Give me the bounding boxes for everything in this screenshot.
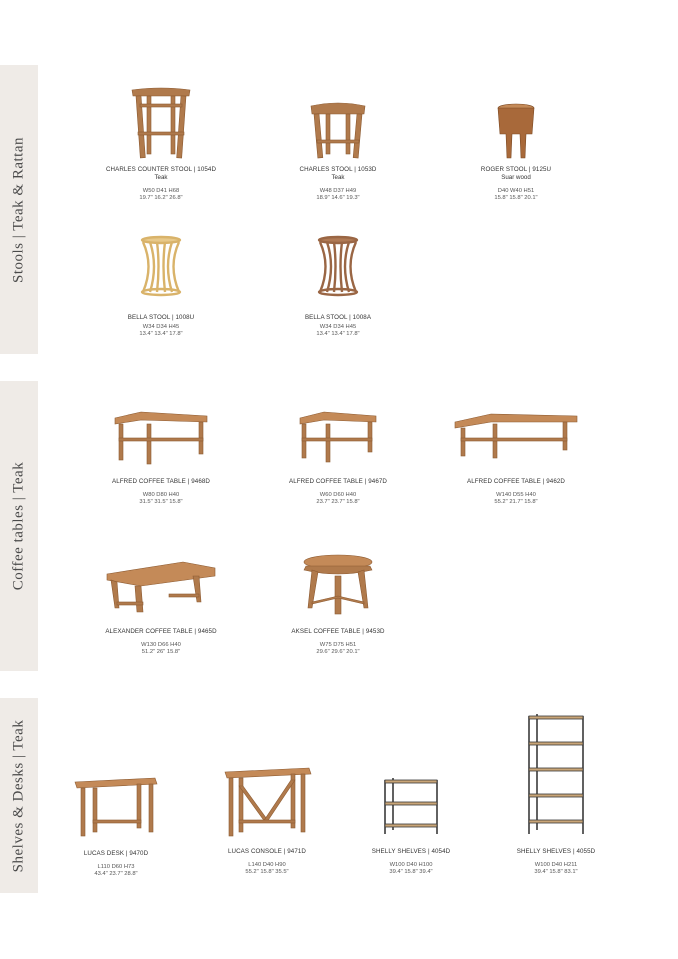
product-name: CHARLES COUNTER STOOL | 1054D: [105, 166, 217, 173]
dims-cm: L140 D40 H90: [248, 862, 286, 868]
dims-inches: 19.7" 16.2" 26.8": [139, 195, 183, 201]
product-dims: [91, 324, 231, 338]
round-table-icon: [298, 552, 378, 618]
product-dims: [91, 188, 231, 202]
product-card[interactable]: [91, 408, 231, 506]
product-name: SHELLY SHELVES | 4054D: [371, 848, 451, 855]
product-dims: [197, 862, 337, 876]
dims-cm: W34 D34 H45: [142, 324, 180, 330]
coffee-table-icon: [111, 408, 211, 468]
dims-cm: L110 D60 H73: [97, 864, 135, 870]
console-icon: [221, 766, 313, 838]
dims-inches: 39.4" 15.8" 83.1": [534, 869, 578, 875]
dims-cm: W48 D37 H49: [319, 188, 357, 194]
product-card[interactable]: [268, 84, 408, 202]
dims-inches: 43.4" 23.7" 28.8": [94, 871, 138, 877]
desk-icon: [71, 774, 161, 838]
dims-inches: 55.2" 15.8" 35.5": [245, 869, 289, 875]
section-label: Stools | Teak & Rattan: [10, 136, 27, 283]
dims-inches: 23.7" 23.7" 15.8": [316, 499, 360, 505]
coffee-table-icon: [451, 408, 581, 468]
stool-icon: [303, 84, 373, 160]
rattan-stool-icon: [303, 234, 373, 298]
dims-cm: W60 D60 H40: [319, 492, 357, 498]
counter-stool-icon: [126, 84, 196, 160]
product-dims: [91, 642, 231, 656]
product-name: LUCAS CONSOLE | 9471D: [228, 848, 306, 855]
dims-inches: 13.4" 13.4" 17.8": [139, 331, 183, 337]
dims-cm: W75 D75 H51: [319, 642, 357, 648]
product-dims: [341, 862, 481, 876]
dims-inches: 31.5" 31.5" 15.8": [139, 499, 183, 505]
product-card[interactable]: [268, 408, 408, 506]
dims-cm: W100 D40 H100: [389, 862, 433, 868]
product-material: Suar wood: [501, 174, 531, 181]
shelves-icon: [525, 712, 587, 838]
coffee-table-icon: [288, 408, 388, 468]
section-label: Shelves & Desks | Teak: [10, 719, 27, 872]
dims-cm: W100 D40 H211: [534, 862, 578, 868]
product-dims: [486, 862, 626, 876]
dims-inches: 55.2" 21.7" 15.8": [494, 499, 538, 505]
section-label: Coffee tables | Teak: [10, 461, 27, 591]
product-card[interactable]: [446, 408, 586, 506]
shelves-icon: [381, 776, 441, 838]
dims-inches: 18.9" 14.6" 19.3": [316, 195, 360, 201]
product-card[interactable]: [268, 234, 408, 338]
product-material: Teak: [154, 174, 168, 181]
product-name: SHELLY SHELVES | 4055D: [516, 848, 596, 855]
product-name: ALFRED COFFEE TABLE | 9467D: [289, 478, 387, 485]
product-card[interactable]: [446, 84, 586, 202]
product-card[interactable]: [91, 558, 231, 656]
product-name: ALEXANDER COFFEE TABLE | 9465D: [105, 628, 217, 635]
product-name: LUCAS DESK | 9470D: [83, 850, 149, 857]
product-dims: [268, 642, 408, 656]
dims-cm: W50 D41 H68: [142, 188, 180, 194]
dims-inches: 13.4" 13.4" 17.8": [316, 331, 360, 337]
dims-cm: W34 D34 H45: [319, 324, 357, 330]
product-dims: [446, 492, 586, 506]
product-name: ROGER STOOL | 9125U: [480, 166, 552, 173]
product-material: Teak: [331, 174, 345, 181]
dims-cm: W130 D66 H40: [141, 642, 181, 648]
product-card[interactable]: [486, 712, 626, 876]
dims-inches: 15.8" 15.8" 20.1": [494, 195, 538, 201]
product-name: BELLA STOOL | 1008A: [304, 314, 372, 321]
product-card[interactable]: [197, 766, 337, 876]
rattan-stool-icon: [126, 234, 196, 298]
product-card[interactable]: [341, 776, 481, 876]
section-tab-shelves-desks: [0, 698, 38, 893]
product-name: BELLA STOOL | 1008U: [127, 314, 195, 321]
product-dims: [268, 324, 408, 338]
product-name: CHARLES STOOL | 1053D: [299, 166, 377, 173]
dims-cm: D40 W40 H51: [497, 188, 535, 194]
product-name: ALFRED COFFEE TABLE | 9468D: [112, 478, 210, 485]
product-dims: [268, 188, 408, 202]
dims-inches: 51.2" 26" 15.8": [141, 649, 181, 655]
product-card[interactable]: [91, 84, 231, 202]
product-card[interactable]: [268, 552, 408, 656]
section-tab-coffee-tables: [0, 381, 38, 671]
product-card[interactable]: [91, 234, 231, 338]
product-name: AKSEL COFFEE TABLE | 9453D: [291, 628, 385, 635]
dims-inches: 29.6" 29.6" 20.1": [316, 649, 360, 655]
coffee-table-icon: [101, 558, 221, 618]
dims-inches: 39.4" 15.8" 39.4": [389, 869, 433, 875]
section-tab-stools: [0, 65, 38, 354]
dims-cm: W140 D55 H40: [496, 492, 536, 498]
log-stool-icon: [481, 84, 551, 160]
dims-cm: W80 D80 H40: [142, 492, 180, 498]
product-dims: [91, 492, 231, 506]
product-name: ALFRED COFFEE TABLE | 9462D: [467, 478, 565, 485]
product-dims: [268, 492, 408, 506]
product-dims: [46, 864, 186, 878]
product-dims: [446, 188, 586, 202]
product-card[interactable]: [46, 774, 186, 878]
